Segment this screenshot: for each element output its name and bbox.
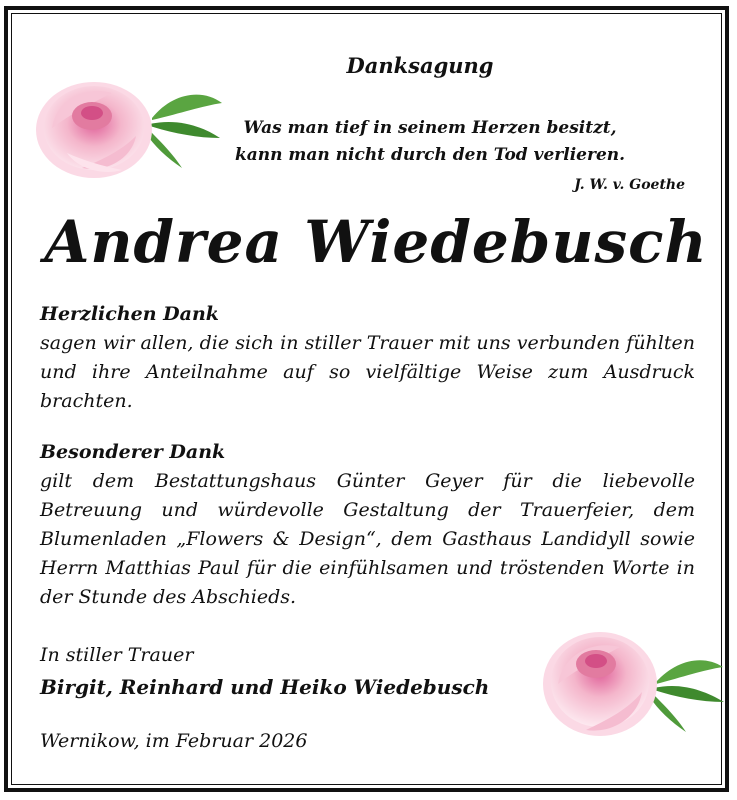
- quote-author: J. W. v. Goethe: [574, 177, 685, 193]
- special-thanks-section: [40, 438, 695, 612]
- thanks-section-title: Herzlichen Dank: [40, 303, 219, 325]
- mourning-line: In stiller Trauer: [40, 644, 194, 666]
- quote-line-1: Was man tief in seinem Herzen besitzt,: [243, 118, 617, 138]
- thanks-section: [40, 300, 695, 416]
- thanks-section-text: sagen wir allen, die sich in stiller Trauer mit uns verbunden fühlten und ihre Anteilnahme auf so vielfältige Weise zum Ausdruck brachten.: [40, 332, 695, 412]
- quote-line-2: kann man nicht durch den Tod verlieren.: [234, 145, 626, 165]
- pink-peony-icon: [538, 622, 728, 744]
- special-thanks-text: gilt dem Bestattungshaus Günter Geyer für die liebevolle Betreuung und würdevolle Gestaltung der Trauerfeier, dem Blumenladen „Flowers & Design“, dem Gasthaus Landidyll sowie Herrn Matthias Paul für die einfühlsamen und tröstenden Worte in der Stunde des Abschieds.: [40, 470, 695, 608]
- special-thanks-title: Besonderer Dank: [40, 441, 226, 463]
- place-date: Wernikow, im Februar 2026: [40, 730, 308, 752]
- deceased-name: Andrea Wiedebusch: [44, 208, 708, 276]
- family-names: Birgit, Reinhard und Heiko Wiedebusch: [40, 675, 490, 699]
- notice-heading: Danksagung: [346, 53, 494, 78]
